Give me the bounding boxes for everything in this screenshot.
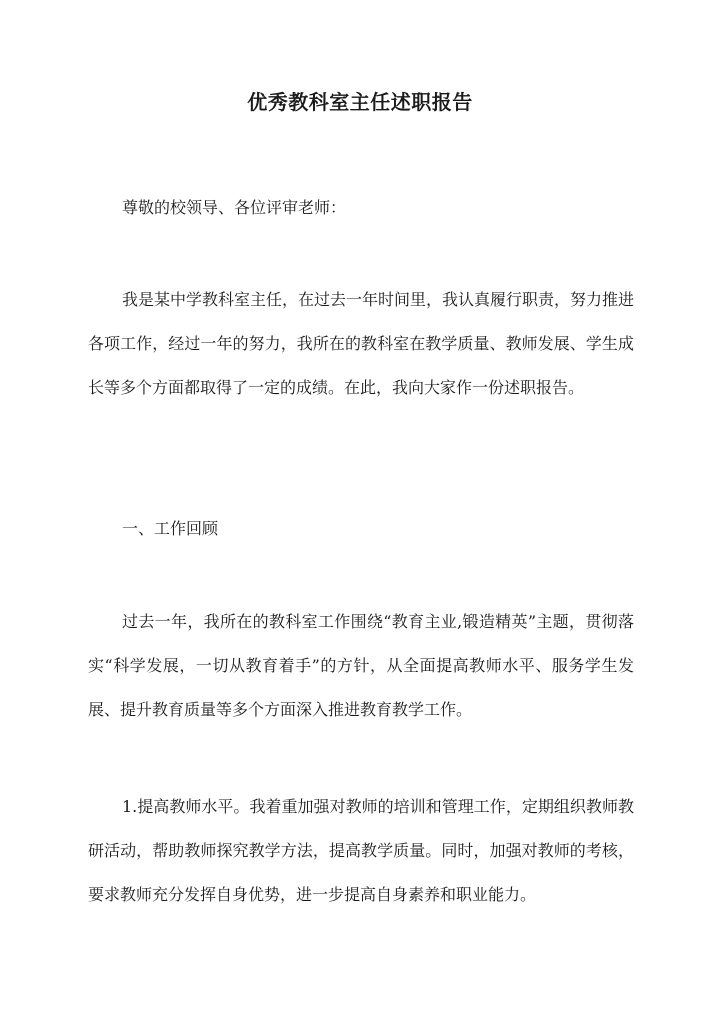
review-paragraph: 过去一年，我所在的教科室工作围绕“教育主业,锻造精英”主题，贯彻落实“科学发展，一切从教育着手”的方针，从全面提高教师水平、服务学生发展、提升教育质量等多个方面深入推进教育教学工作。 (88, 612, 634, 719)
intro-paragraph: 我是某中学教科室主任，在过去一年时间里，我认真履行职责，努力推进各项工作，经过一年的努力，我所在的教科室在教学质量、教师发展、学生成长等多个方面都取得了一定的成绩。在此，我向大家作一份述职报告。 (88, 290, 635, 397)
greeting-paragraph: 尊敬的校领导、各位评审老师： (122, 198, 347, 217)
item-1-paragraph: 1.提高教师水平。我着重加强对教师的培训和管理工作，定期组织教师教研活动，帮助教师探究教学方法，提高教学质量。同时，加强对教师的考核，要求教师充分发挥自身优势，进一步提高自身素养和职业能力。 (88, 797, 634, 904)
section-heading: 一、工作回顾 (122, 519, 219, 538)
document-title: 优秀教科室主任述职报告 (247, 90, 473, 114)
